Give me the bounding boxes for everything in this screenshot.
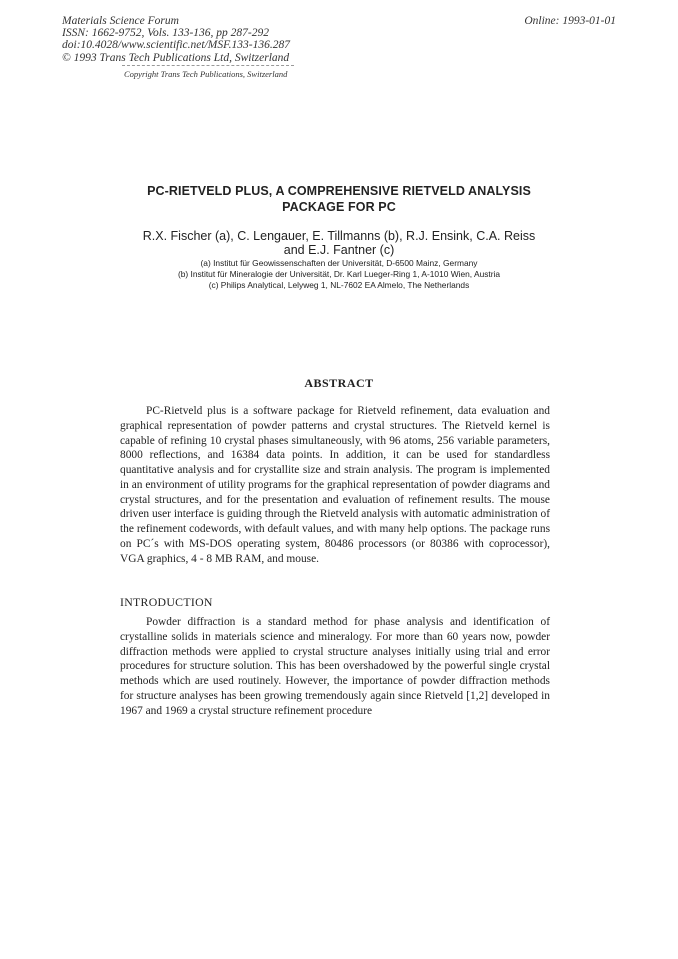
journal-name: Materials Science Forum <box>62 15 179 27</box>
introduction-paragraph: Powder diffraction is a standard method for phase analysis and identification of crystalline solids in materials science and mineralogy. For more than 60 years now, powder diffraction methods were applied to crystal structure analyses initially using trial and error procedures for structure solution. This has been overshadowed by the powerful single crystal methods which are used routinely. However, the importance of powder diffraction methods for structure analyses has been growing tremendously again since Rietveld [1,2] developed in 1967 and 1969 a crystal structure refinement procedure <box>120 616 550 717</box>
publication-header <box>62 15 482 64</box>
abstract-paragraph: PC-Rietveld plus is a software package for Rietveld refinement, data evaluation and graphical representation of powder patterns and crystal structures. The Rietveld kernel is capable of refining 10 crystal phases simultaneously, with 96 atoms, 256 variable parameters, 8000 reflections, and 16384 data points. In addition, it can be used for standardless quantitative analysis and for crystallite size and strain analysis. The program is implemented in an environment of utility programs for the graphical representation of powder diagrams and crystal structures, and for the presentation and evaluation of refinement results. The mouse driven user interface is guiding through the Rietveld analysis with automatic administration of the refinement codewords, with default values, and with many help options. The package runs on PC´s with MS-DOS operating system, 80486 processors (or 80386 with coprocessor), VGA graphics, 4 - 8 MB RAM, and mouse. <box>120 405 550 565</box>
affiliations <box>90 258 588 292</box>
title-line-1: PC-RIETVELD PLUS, A COMPREHENSIVE RIETVELD ANALYSIS <box>147 184 531 198</box>
author-list <box>90 229 588 257</box>
copyright-stamp: Copyright Trans Tech Publications, Switzerland <box>124 69 288 79</box>
paper-title <box>100 183 578 215</box>
header-divider <box>122 65 294 66</box>
abstract-section <box>120 404 550 566</box>
publisher-copyright: © 1993 Trans Tech Publications Ltd, Switzerland <box>62 51 290 64</box>
introduction-section <box>120 615 550 718</box>
authors-line-1: R.X. Fischer (a), C. Lengauer, E. Tillmanns (b), R.J. Ensink, C.A. Reiss <box>142 229 536 243</box>
affiliation-a: (a) Institut für Geowissenschaften der Universität, D-6500 Mainz, Germany <box>200 258 478 268</box>
doi-link[interactable]: doi:10.4028/www.scientific.net/MSF.133-136.287 <box>62 39 290 52</box>
title-line-2: PACKAGE FOR PC <box>282 200 396 214</box>
affiliation-c: (c) Philips Analytical, Lelyweg 1, NL-7602 EA Almelo, The Netherlands <box>208 280 470 291</box>
authors-line-2: and E.J. Fantner (c) <box>283 243 395 257</box>
abstract-heading: ABSTRACT <box>304 376 374 390</box>
online-date: Online: 1993-01-01 <box>524 15 616 27</box>
affiliation-b: (b) Institut für Mineralogie der Universität, Dr. Karl Lueger-Ring 1, A-1010 Wien, Austria <box>177 269 501 280</box>
issn-line: ISSN: 1662-9752, Vols. 133-136, pp 287-292 <box>62 27 269 40</box>
introduction-heading: INTRODUCTION <box>120 595 213 609</box>
